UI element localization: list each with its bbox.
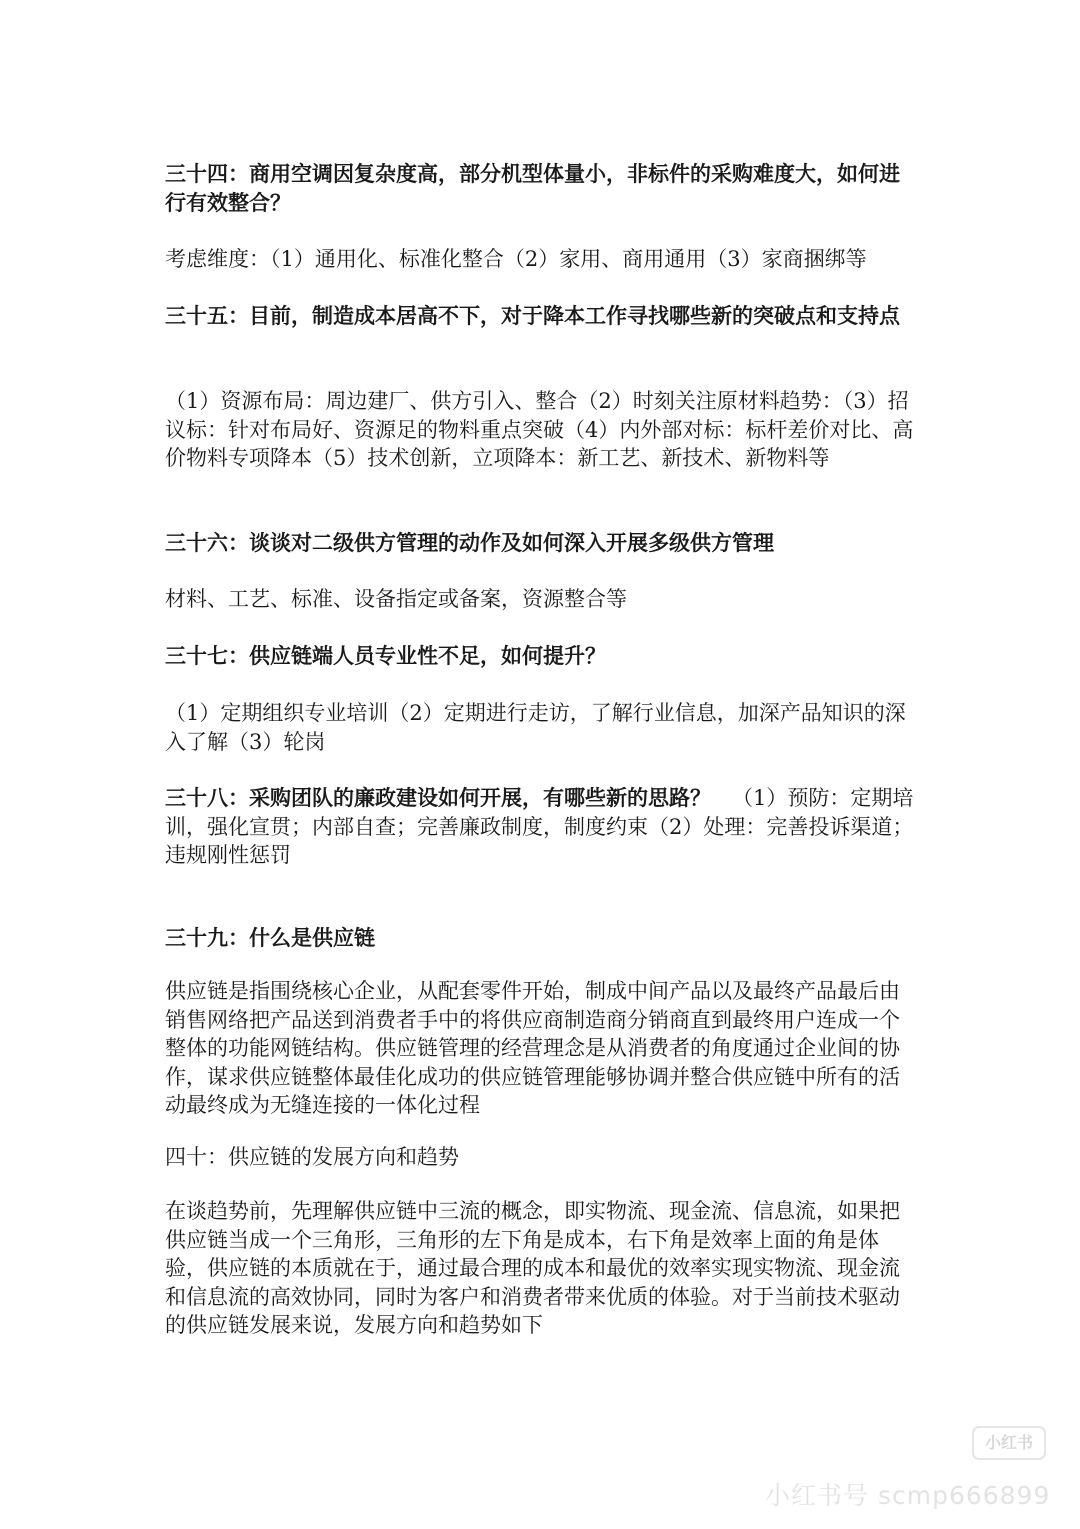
question-38-answer: （1）预防：定期培训，强化宣贯；内部自查；完善廉政制度，制度约束（2）处理：完善投诉渠道；违规刚性惩罚 xyxy=(165,786,914,867)
question-34-answer: 考虑维度：（1）通用化、标准化整合（2）家用、商用通用（3）家商捆绑等 xyxy=(165,247,867,271)
question-35-answer: （1）资源布局：周边建厂、供方引入、整合（2）时刻关注原材料趋势：（3）招议标：针对布局好、资源足的物料重点突破（4）内外部对标：标杆差价对比、高价物料专项降本（5）技术创新，立项降本：新工艺、新技术、新物料等 xyxy=(165,389,914,470)
question-40-title: 四十：供应链的发展方向和趋势 xyxy=(165,1145,459,1169)
question-38-title: 三十八：采购团队的廉政建设如何开展，有哪些新的思路？ xyxy=(165,785,711,810)
question-34-title: 三十四：商用空调因复杂度高，部分机型体量小，非标件的采购难度大，如何进行有效整合？ xyxy=(165,161,900,215)
watermark-text: 小红书号 scmp666899 xyxy=(765,1481,1051,1510)
question-39-answer: 供应链是指围绕核心企业，从配套零件开始，制成中间产品以及最终产品最后由销售网络把产品送到消费者手中的将供应商制造商分销商直到最终用户连成一个整体的功能网链结构。供应链管理的经营理念是从消费者的角度通过企业间的协作，谋求供应链整体最佳化成功的供应链管理能够协调并整合供应链中所有的活动最终成为无缝连接的一体化过程 xyxy=(165,979,900,1117)
question-36-title: 三十六：谈谈对二级供方管理的动作及如何深入开展多级供方管理 xyxy=(165,530,774,555)
watermark-logo: 小红书 xyxy=(972,1426,1046,1460)
question-36-answer: 材料、工艺、标准、设备指定或备案，资源整合等 xyxy=(165,587,627,611)
question-35-title: 三十五：目前，制造成本居高不下，对于降本工作寻找哪些新的突破点和支持点 xyxy=(165,303,900,328)
question-40-answer: 在谈趋势前，先理解供应链中三流的概念，即实物流、现金流、信息流，如果把供应链当成一个三角形，三角形的左下角是成本，右下角是效率上面的角是体验，供应链的本质就在于，通过最合理的成本和最优的效率实现实物流、现金流和信息流的高效协同，同时为客户和消费者带来优质的体验。对于当前技术驱动的供应链发展来说，发展方向和趋势如下 xyxy=(165,1199,900,1337)
question-37-title: 三十七：供应链端人员专业性不足，如何提升？ xyxy=(165,643,606,668)
question-37-answer: （1）定期组织专业培训（2）定期进行走访，了解行业信息，加深产品知识的深入了解（3）轮岗 xyxy=(165,701,906,754)
question-39-title: 三十九：什么是供应链 xyxy=(165,925,375,950)
question-38-block xyxy=(165,784,920,870)
